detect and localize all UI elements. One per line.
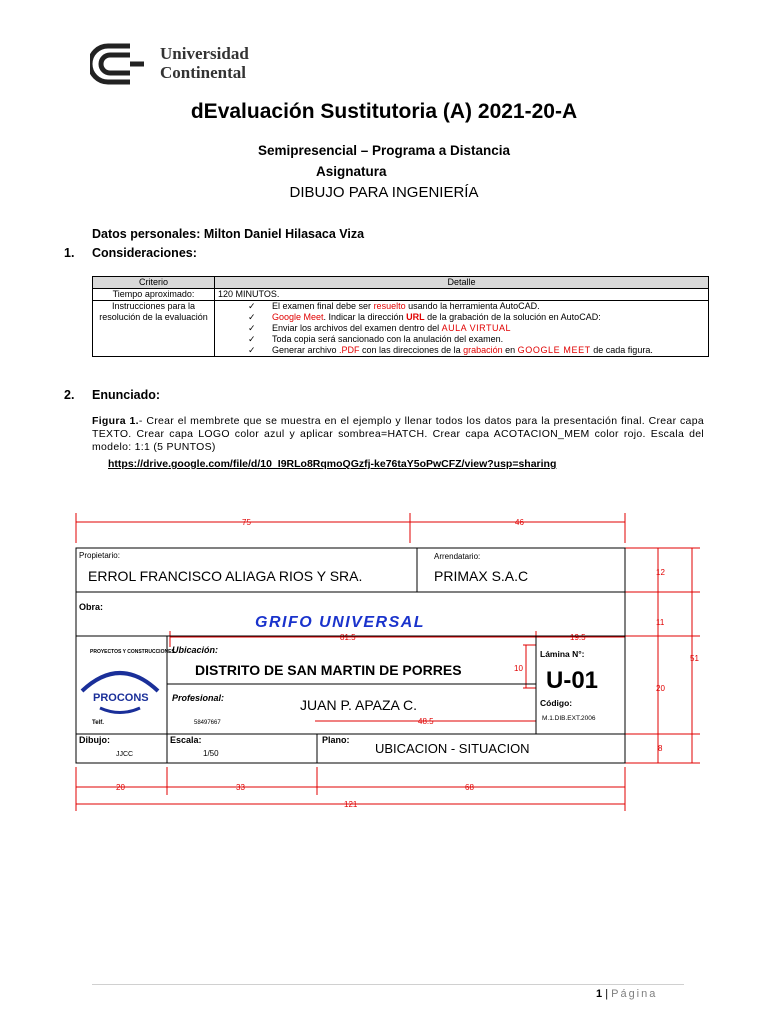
dim-46: 46 xyxy=(515,518,524,527)
codigo-label: Código: xyxy=(540,698,573,708)
codigo-value: M.1.DIB.EXT.2006 xyxy=(542,715,596,722)
instruction-item: ✓ Google Meet. Indicar la dirección URL de la grabación de la solución en AutoCAD: xyxy=(248,312,705,323)
page-footer xyxy=(596,988,657,1000)
dim-20-horizontal: 20 xyxy=(116,783,125,792)
page-title: dEvaluación Sustitutoria (A) 2021-20-A xyxy=(190,100,578,123)
propietario-label: Propietario: xyxy=(79,551,120,560)
instruction-item: ✓ Enviar los archivos del examen dentro del AULA VIRTUAL xyxy=(248,323,705,334)
footer-divider xyxy=(92,984,684,985)
dim-81-5: 81.5 xyxy=(340,633,356,642)
table-header-detalle: Detalle xyxy=(215,277,709,289)
row1-detalle: 120 MINUTOS. xyxy=(215,289,709,301)
ubicacion-label: Ubicación: xyxy=(172,645,219,655)
title-block-text xyxy=(79,551,598,758)
escala-label: Escala: xyxy=(170,735,202,745)
dim-19-5: 19.5 xyxy=(570,633,586,642)
lamina-value: U-01 xyxy=(546,667,599,694)
telf-label: Telf. xyxy=(92,720,104,726)
obra-label: Obra: xyxy=(79,602,104,612)
dim-51: 51 xyxy=(690,654,699,663)
profesional-value: JUAN P. APAZA C. xyxy=(300,697,417,713)
profesional-label: Profesional: xyxy=(172,693,225,703)
dim-20-vertical: 20 xyxy=(656,684,665,693)
dim-11: 11 xyxy=(656,618,665,627)
title-block-drawing xyxy=(60,505,710,815)
arrendatario-value: PRIMAX S.A.C xyxy=(434,568,529,584)
escala-value: 1/50 xyxy=(203,749,219,758)
instruction-item: ✓ El examen final debe ser resuelto usando la herramienta AutoCAD. xyxy=(248,301,705,312)
dim-33: 33 xyxy=(236,783,245,792)
section-1-number: 1. xyxy=(64,246,75,260)
lamina-label: Lámina N°: xyxy=(540,649,585,659)
dim-12: 12 xyxy=(656,568,665,577)
course-name: DIBUJO PARA INGENIERÍA xyxy=(289,184,479,201)
logo-mark-icon xyxy=(90,42,154,86)
personal-data: Datos personales: Milton Daniel Hilasaca Viza xyxy=(92,227,365,241)
footer-word: Página xyxy=(611,988,658,1000)
telf-value: 58497667 xyxy=(194,720,221,726)
instruction-item: ✓ Toda copia será sancionado con la anulación del examen. xyxy=(248,334,705,345)
university-name: Universidad Continental xyxy=(160,44,249,82)
enunciado-text: Figura 1.- Crear el membrete que se muestra en el ejemplo y llenar todos los datos para la presentación final. Crear capa TEXTO. Crear capa LOGO color azul y aplicar sombrea=HATCH. Crear capa ACOTACION_MEM color rojo. Escala del modelo: 1:1 (5 PUNTOS) xyxy=(92,415,704,453)
section-2-title: Enunciado: xyxy=(92,388,161,402)
plano-label: Plano: xyxy=(322,735,350,745)
dim-48-5: 48.5 xyxy=(418,717,434,726)
footer-separator: | xyxy=(605,988,609,1000)
instruction-item: ✓ Generar archivo .PDF con las direcciones de la grabación en GOOGLE MEET de cada figura. xyxy=(248,345,705,356)
dibujo-value: JJCC xyxy=(116,751,134,758)
table-header-criterio: Criterio xyxy=(93,277,215,289)
row2-criterio: Instrucciones para la resolución de la evaluación xyxy=(93,301,215,357)
dim-121: 121 xyxy=(344,800,358,809)
dim-8: 8 xyxy=(658,744,663,753)
logo-top-text: PROYECTOS Y CONSTRUCCIONES xyxy=(90,649,175,655)
dim-75: 75 xyxy=(242,518,251,527)
page-number: 1 xyxy=(596,988,603,1000)
asignatura-label: Asignatura xyxy=(316,164,387,179)
procons-name: PROCONS xyxy=(93,692,149,704)
drive-link[interactable]: https://drive.google.com/file/d/10_I9RLo8RqmoQGzfj-ke76taY5oPwCFZ/view?usp=sharing xyxy=(108,458,557,470)
procons-swoosh-icon xyxy=(100,708,140,713)
obra-value: GRIFO UNIVERSAL xyxy=(255,614,426,631)
dibujo-label: Dibujo: xyxy=(79,735,110,745)
university-logo xyxy=(90,42,260,86)
dim-68: 68 xyxy=(465,783,474,792)
ubicacion-value: DISTRITO DE SAN MARTIN DE PORRES xyxy=(195,662,462,678)
propietario-value: ERROL FRANCISCO ALIAGA RIOS Y SRA. xyxy=(88,568,363,584)
dim-10: 10 xyxy=(514,664,523,673)
plano-value: UBICACION - SITUACION xyxy=(375,741,530,756)
procons-logo-icon xyxy=(82,673,158,691)
section-1-title: Consideraciones: xyxy=(92,246,197,260)
section-2-number: 2. xyxy=(64,388,75,402)
criteria-table xyxy=(92,276,709,357)
arrendatario-label: Arrendatario: xyxy=(434,552,481,561)
row1-criterio: Tiempo aproximado: xyxy=(93,289,215,301)
row2-detalle xyxy=(215,301,709,357)
subtitle: Semipresencial – Programa a Distancia xyxy=(257,143,511,158)
